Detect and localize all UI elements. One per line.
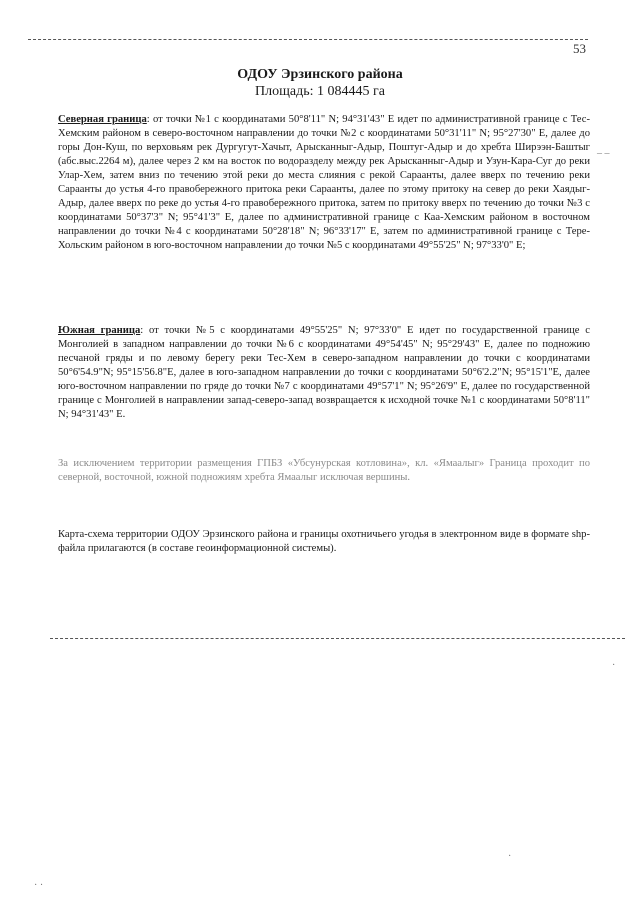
scan-line-top xyxy=(28,39,588,40)
north-boundary-label: Северная граница xyxy=(58,114,147,125)
exclusion-note: За исключением территории размещения ГПБЗ «Убсунурская котловина», кл. «Ямаалыг» Граница проходит по северной, восточной, южной подножиям хребта Ямаалыг исключая вершины. xyxy=(58,458,590,483)
south-boundary-paragraph xyxy=(58,324,590,422)
edge-dot-1: · xyxy=(612,660,616,671)
north-boundary-text: : от точки №1 с координатами 50°8'11" N; 94°31'43" E идет по административной границе с Тес-Хемским районом в северо-восточном направлении до точки №2 с координатами 50°31'11" N; 95°27'30" E, далее до горы Дон-Куш, по верховьям рек Дургугут-Хачыт, Арысканныг-Адыр, Поштуг-Адыр и до хребта Ширээн-Баштыг (абс.выс.2264 м), далее через 2 км на восток по водоразделу между рек Арысканныг-Адыр и Узун-Кара-Суг до реки Улар-Хем, затем вниз по течению этой реки до места слияния с рекой Сараанты, далее вверх по течению реки Сараанты до устья 4-го правобережного притока реки Сараанты, далее по этому притоку на север до реки Хаядыг-Адыр, далее вверх по реке до устья 4-го правобережного притока, затем по притоку вверх по течению до точки №3 с координатами 50°37'3" N; 95°41'3" E, далее по административной границе с Каа-Хемским районом в восточном направлении до точки №4 с координатами 50°28'18" N; 96°33'17" E, затем по административной границе с Тере-Хольским районом в юго-восточном направлении до точки №5 с координатами 49°55'25" N; 97°33'0" E; xyxy=(58,114,590,251)
page-number: 53 xyxy=(573,41,586,56)
document-title: ОДОУ Эрзинского района xyxy=(237,67,403,82)
edge-dot-3: · · xyxy=(34,880,44,891)
north-boundary-paragraph xyxy=(58,113,590,253)
edge-dashes: – – xyxy=(597,148,610,159)
scan-line-bottom xyxy=(50,638,625,639)
closing-paragraph: Карта-схема территории ОДОУ Эрзинского района и границы охотничьего угодья в электронном виде в формате shp-файла прилагаются (в составе геоинформационной системы). xyxy=(58,529,590,554)
area-line: Площадь: 1 084445 га xyxy=(255,84,385,99)
south-boundary-label: Южная граница xyxy=(58,325,141,336)
edge-dot-2: · xyxy=(508,851,512,862)
south-boundary-text: : от точки №5 с координатами 49°55'25" N; 97°33'0" E идет по государственной границе с Монголией в западном направлении до точки №6 с координатами 49°54'45" N; 95°29'43" E, далее по подножию песчаной гряды и по левому берегу реки Тес-Хем в северо-западном направлении до точки с координатами 50°6'54.9"N; 95°15'56.8"E, далее в юго-западном направлении до точки с координатами 50°6'2.2"N; 95°15'1"E, далее юго-восточном направлении по гряде до точки №7 с координатами 49°57'1" N; 95°26'9" E, далее по государственной границе с Монголией в направлении запад-северо-запад возвращается к исходной точке №1 с координатами 50°8'11" N; 94°31'43" E. xyxy=(58,325,590,420)
